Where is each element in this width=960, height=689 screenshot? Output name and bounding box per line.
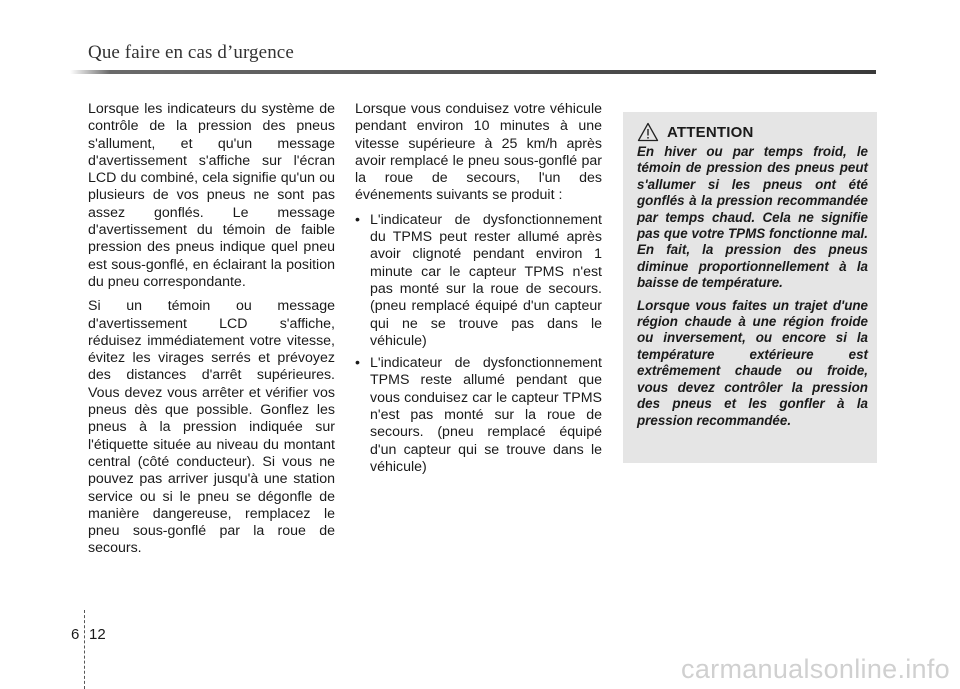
attention-title: ATTENTION	[667, 123, 754, 141]
bullet-list	[355, 212, 602, 476]
section-number: 6	[71, 626, 80, 643]
attention-box	[623, 112, 877, 463]
footer-divider	[84, 610, 85, 689]
body-paragraph: Lorsque vous conduisez votre véhicule pendant environ 10 minutes à une vitesse supérieure à 25 km/h après avoir remplacé le pneu sous-gonflé par la roue de secours, l'un des événements suivants se produit :	[355, 101, 602, 204]
list-item-text: L'indicateur de dysfonctionnement TPMS reste allumé pendant que vous conduisez car le capteur TPMS n'est pas monté sur la roue de secours. (pneu remplacé équipé d'un capteur qui se trouve dans le véhicule)	[370, 355, 602, 475]
watermark: carmanualsonline.info	[681, 654, 950, 684]
list-item-text: L'indicateur de dysfonctionnement du TPMS peut rester allumé après avoir clignoté pendant environ 1 minute car le capteur TPMS n'est pas monté sur la roue de secours. (pneu remplacé équipé d'un capteur qui ne se trouve pas dans le véhicule)	[370, 211, 602, 349]
list-item	[355, 355, 602, 476]
page-number: 12	[89, 626, 106, 643]
attention-paragraph: En hiver ou par temps froid, le témoin de pression des pneus peut s'allumer si les pneus ont été gonflés à la pression recommandée par temps chaud. Cela ne signifie pas que votre TPMS fonctionne mal. En fait, la pression des pneus diminue proportionnellement à la baisse de température.	[637, 144, 868, 291]
body-paragraph: Si un témoin ou message d'avertissement LCD s'affiche, réduisez immédiatement votre vitesse, évitez les virages serrés et prévoyez des distances d'arrêt supérieures. Vous devez vous arrêter et vérifier vos pneus dès que possible. Gonflez les pneus à la pression indiquée sur l'étiquette située au niveau du montant central (côté conducteur). Si vous ne pouvez pas arriver jusqu'à une station service ou si le pneu se dégonfle de manière dangereuse, remplacez le pneu sous-gonflé par la roue de secours.	[88, 298, 335, 557]
attention-paragraph: Lorsque vous faites un trajet d'une région chaude à une région froide ou inversement, ou encore si la température extérieure est extrêmement chaude ou froide, vous devez contrôler la pression des pneus et les gonfler à la pression recommandée.	[637, 297, 868, 428]
attention-body	[637, 144, 868, 429]
text-column-left	[88, 101, 335, 565]
body-paragraph: Lorsque les indicateurs du système de contrôle de la pression des pneus s'allument, et qu'un message d'avertissement s'affiche sur l'écran LCD du combiné, cela signifie qu'un ou plusieurs de vos pneus ne sont pas assez gonflés. Le message d'avertissement du témoin de faible pression des pneus indique quel pneu est sous-gonflé, en éclairant la position du pneu correspondante.	[88, 101, 335, 290]
bullet-marker: •	[355, 211, 360, 228]
attention-header	[637, 121, 868, 143]
page-header-title: Que faire en cas d’urgence	[88, 42, 294, 63]
warning-triangle-icon	[637, 122, 659, 142]
list-item	[355, 212, 602, 350]
text-column-middle	[355, 101, 602, 481]
bullet-marker: •	[355, 355, 360, 372]
header-rule	[70, 70, 876, 74]
